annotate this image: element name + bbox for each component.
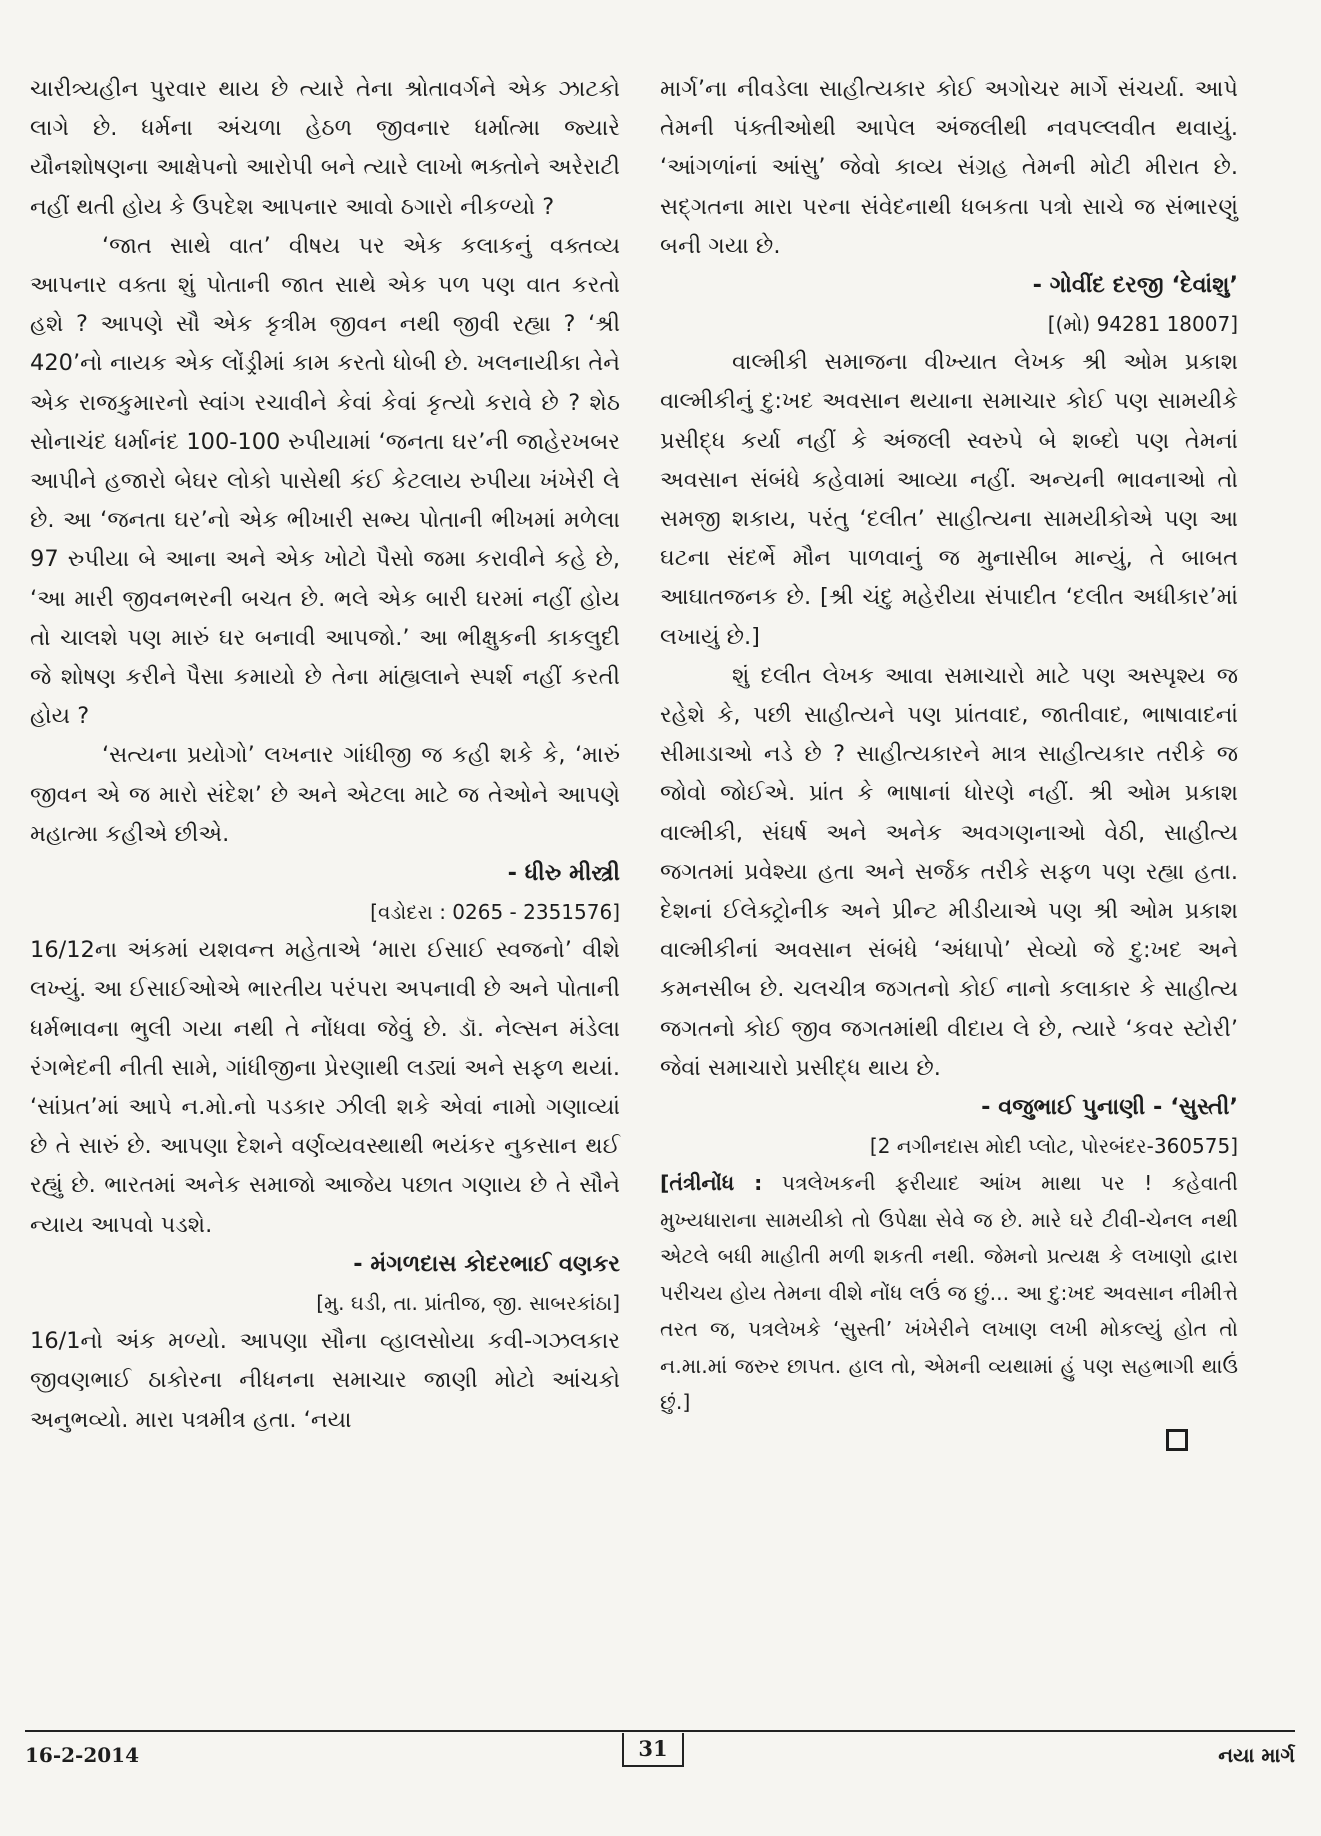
signature: - વજુભાઈ પુનાણી - ‘સુસ્તી’ [981, 1094, 1238, 1121]
letter-paragraph: શું દલીત લેખક આવા સમાચારો માટે પણ અસ્પૃશ્ય જ રહેશે કે, પછી સાહીત્યને પણ પ્રાંતવાદ, જાતીવાદ, ભાષાવાદનાં સીમાડાઓ નડે છે ? સાહીત્યકારને માત્ર સાહીત્યકાર તરીકે જ જોવો જોઈએ. પ્રાંત કે ભાષાનાં ધોરણે નહીં. શ્રી ઓમ પ્રકાશ વાલ્મીકી, સંઘર્ષ અને અનેક અવગણનાઓ વેઠી, સાહીત્ય જગતમાં પ્રવેશ્યા હતા અને સર્જક તરીકે સફળ પણ રહ્યા હતા. દેશનાં ઈલેક્ટ્રોનીક અને પ્રીન્ટ મીડીયાએ પણ શ્રી ઓમ પ્રકાશ વાલ્મીકીનાં અવસાન સંબંધે ‘અંધાપો’ સેવ્યો જે દુ:ખદ અને કમનસીબ છે. ચલચીત્ર જગતનો કોઈ નાનો કલાકાર કે સાહીત્ય જગતનો કોઈ જીવ જગતમાંથી વીદાય લે છે, ત્યારે ‘કવર સ્ટોરી’ જેવાં સમાચારો પ્રસીદ્ધ થાય છે. [660, 662, 1238, 1081]
issue-date: 16-2-2014 [25, 1743, 140, 1767]
footer-divider [25, 1730, 1295, 1732]
page-number: 31 [622, 1733, 684, 1767]
end-mark-icon [1166, 1429, 1188, 1451]
letter-paragraph: 16/1નો અંક મળ્યો. આપણા સૌના વ્હાલસોયા કવી-ગઝલકાર જીવણભાઈ ઠાકોરના નીધનના સમાચાર જાણી મોટો આંચકો અનુભવ્યો. મારા પત્રમીત્ર હતા. ‘નયા [30, 1328, 620, 1433]
address: [વડોદરા : 0265 - 2351576] [370, 900, 620, 925]
magazine-name: નયા માર્ગ [1218, 1743, 1295, 1767]
signature: - ધીરુ મીસ્ત્રી [507, 860, 620, 887]
editor-note-text: પત્રલેખકની ફરીયાદ આંખ માથા પર ! કહેવાતી મુખ્યધારાના સામયીકો તો ઉપેક્ષા સેવે જ છે. મારે ઘરે ટીવી-ચેનલ નથી એટલે બધી માહીતી મળી શકતી નથી. જેમનો પ્રત્યક્ષ કે લખાણો દ્વારા પરીચય હોય તેમના વીશે નોંધ લઉં જ છું... આ દુ:ખદ અવસાન નીમીત્તે તરત જ, પત્રલેખકે ‘સુસ્તી’ ખંખેરીને લખાણ લખી મોકલ્યું હોત તો ન.મા.માં જરુર છાપત. હાલ તો, એમની વ્યથામાં હું પણ સહભાગી થાઉં છું.] [660, 1171, 1238, 1415]
editor-note [660, 1165, 1238, 1421]
letter-paragraph: 16/12ના અંકમાં યશવન્ત મહેતાએ ‘મારા ઈસાઈ સ્વજનો’ વીશે લખ્યું. આ ઈસાઈઓએ ભારતીય પરંપરા અપનાવી છે અને પોતાની ધર્મભાવના ભુલી ગયા નથી તે નોંધવા જેવું છે. ડૉ. નેલ્સન મંડેલા રંગભેદની નીતી સામે, ગાંધીજીના પ્રેરણાથી લડ્યાં અને સફળ થયાં. ‘સાંપ્રત’માં આપે ન.મો.નો પડકાર ઝીલી શકે એવાં નામો ગણાવ્યાં છે તે સારું છે. આપણા દેશને વર્ણવ્યવસ્થાથી ભયંકર નુકસાન થઈ રહ્યું છે. ભારતમાં અનેક સમાજો આજેય પછાત ગણાય છે તે સૌને ન્યાય આપવો પડશે. [30, 937, 620, 1238]
page-footer [25, 1733, 1295, 1773]
letter-paragraph: વાલ્મીકી સમાજના વીખ્યાત લેખક શ્રી ઓમ પ્રકાશ વાલ્મીકીનું દુ:ખદ અવસાન થયાના સમાચાર કોઈ પણ સામયીકે પ્રસીદ્ધ કર્યા નહીં કે અંજલી સ્વરુપે બે શબ્દો પણ તેમનાં અવસાન સંબંધે કહેવામાં આવ્યા નહીં. અન્યની ભાવનાઓ તો સમજી શકાય, પરંતુ ‘દલીત’ સાહીત્યના સામયીકોએ પણ આ ઘટના સંદર્ભે મૌન પાળવાનું જ મુનાસીબ માન્યું, તે બાબત આઘાતજનક છે. [શ્રી ચંદુ મહેરીયા સંપાદીત ‘દલીત અધીકાર’માં લખાયું છે.] [660, 349, 1238, 650]
right-column [660, 70, 1238, 1451]
address: [(મો) 94281 18007] [1047, 312, 1238, 337]
address: [મુ. ઘડી, તા. પ્રાંતીજ, જી. સાબરકાંઠા] [316, 1291, 620, 1316]
signature: - મંગળદાસ કોદરભાઈ વણકર [353, 1250, 620, 1277]
address: [2 નગીનદાસ મોદી પ્લોટ, પોરબંદર-360575] [869, 1134, 1238, 1159]
letter-paragraph: ‘સત્યના પ્રયોગો’ લખનાર ગાંધીજી જ કહી શકે કે, ‘મારું જીવન એ જ મારો સંદેશ’ છે અને એટલા માટે જ તેઓને આપણે મહાત્મા કહીએ છીએ. [30, 742, 620, 847]
letter-paragraph: માર્ગ’ના નીવડેલા સાહીત્યકાર કોઈ અગોચર માર્ગે સંચર્યા. આપે તેમની પંક્તીઓથી આપેલ અંજલીથી નવપલ્લવીત થવાયું. ‘આંગળાંનાં આંસુ’ જેવો કાવ્ય સંગ્રહ તેમની મોટી મીરાત છે. સદ્ગતના મારા પરના સંવેદનાથી ધબકતા પત્રો સાચે જ સંભારણું બની ગયા છે. [660, 76, 1238, 259]
editor-note-label: [તંત્રીનોંધ : [660, 1171, 763, 1196]
signature: - ગોવીંદ દરજી ‘દેવાંશુ’ [1032, 272, 1238, 299]
left-column [30, 70, 620, 1440]
letter-paragraph: ચારીત્ર્યહીન પુરવાર થાય છે ત્યારે તેના શ્રોતાવર્ગને એક ઝાટકો લાગે છે. ધર્મના અંચળા હેઠળ જીવનાર ધર્માત્મા જ્યારે યૌનશોષણના આક્ષેપનો આરોપી બને ત્યારે લાખો ભક્તોને અરેરાટી નહીં થતી હોય કે ઉપદેશ આપનાર આવો ઠગારો નીકળ્યો ? [30, 76, 620, 220]
letter-paragraph: ‘જાત સાથે વાત’ વીષય પર એક કલાકનું વક્તવ્ય આપનાર વક્તા શું પોતાની જાત સાથે એક પળ પણ વાત કરતો હશે ? આપણે સૌ એક કૃત્રીમ જીવન નથી જીવી રહ્યા ? ‘શ્રી 420’નો નાયક એક લોંડ્રીમાં કામ કરતો ધોબી છે. ખલનાયીકા તેને એક રાજકુમારનો સ્વાંગ રચાવીને કેવાં કેવાં કૃત્યો કરાવે છે ? શેઠ સોનાચંદ ધર્માનંદ 100-100 રુપીયામાં ‘જનતા ઘર’ની જાહેરખબર આપીને હજારો બેઘર લોકો પાસેથી કંઈ કેટલાય રુપીયા ખંખેરી લે છે. આ ‘જનતા ઘર’નો એક ભીખારી સભ્ય પોતાની ભીખમાં મળેલા 97 રુપીયા બે આના અને એક ખોટો પૈસો જમા કરાવીને કહે છે, ‘આ મારી જીવનભરની બચત છે. ભલે એક બારી ઘરમાં નહીં હોય તો ચાલશે પણ મારું ઘર બનાવી આપજો.’ આ ભીક્ષુકની કાકલુદી જે શોષણ કરીને પૈસા કમાયો છે તેના માંહ્યલાને સ્પર્શ નહીં કરતી હોય ? [30, 232, 620, 730]
